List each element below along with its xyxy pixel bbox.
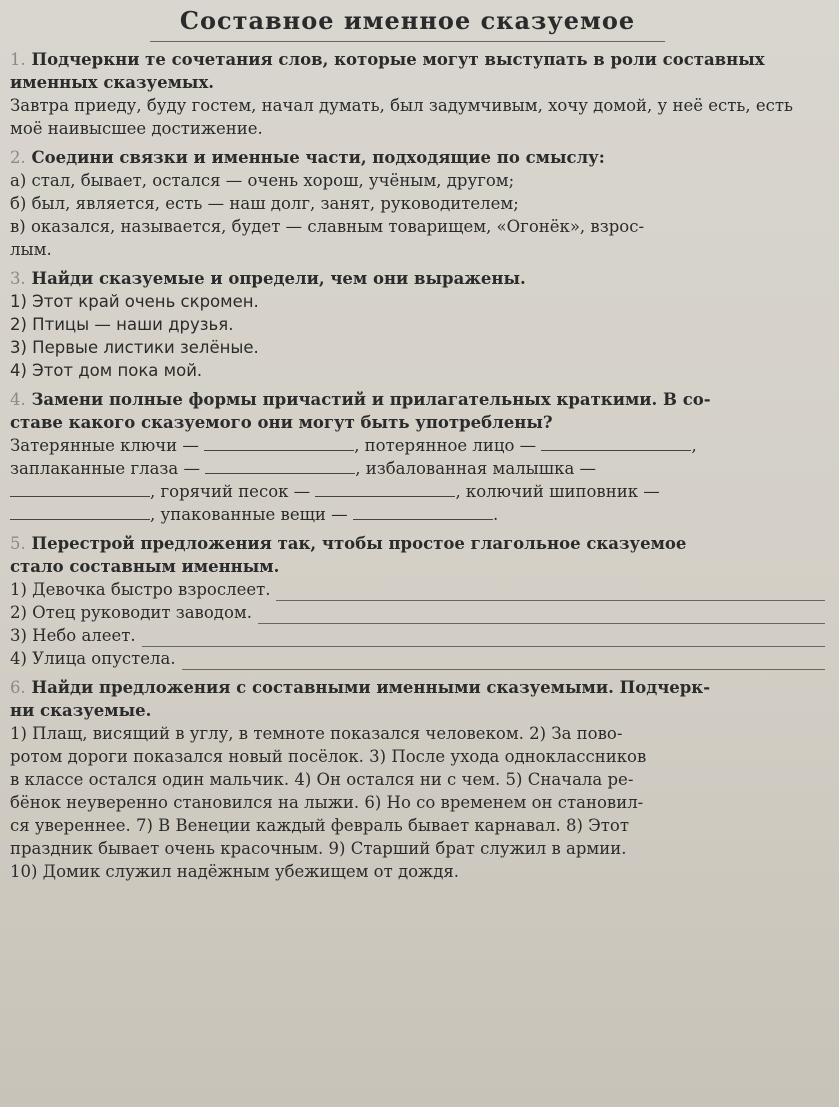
task-5-head-2: стало составным именным.	[10, 557, 280, 576]
answer-line[interactable]	[276, 584, 825, 601]
task-3-head: Найди сказуемые и определи, чем они выражены.	[31, 269, 526, 288]
task-2-head: Соедини связки и именные части, подходящие по смыслу:	[31, 148, 605, 167]
answer-line[interactable]	[182, 653, 825, 670]
task-6-number: 6.	[10, 678, 26, 697]
task-5-row	[10, 601, 825, 624]
task-5-item: 1) Девочка быстро взрослеет.	[10, 580, 271, 599]
task-6-text-line: ротом дороги показался новый посёлок. 3) После ухода одноклассников	[10, 747, 647, 766]
task-1-text: Завтра приеду, буду гостем, начал думать, был задумчивым, хочу домой, у неё есть, есть моё наивысшее достижение.	[10, 96, 793, 138]
task-6-text-line: 1) Плащ, висящий в углу, в темноте показался человеком. 2) За пово-	[10, 724, 623, 743]
task-2-line-b: б) был, является, есть — наш долг, занят, руководителем;	[10, 194, 519, 213]
task-4-phrase: , избалованная малышка —	[355, 459, 597, 478]
answer-blank[interactable]	[353, 505, 493, 520]
task-5-item: 2) Отец руководит заводом.	[10, 603, 252, 622]
task-4-phrase: Затерянные ключи —	[10, 436, 199, 455]
task-1-number: 1.	[10, 50, 26, 69]
answer-blank[interactable]	[315, 482, 455, 497]
task-3-number: 3.	[10, 269, 26, 288]
task-2-number: 2.	[10, 148, 26, 167]
task-4-phrase: , потерянное лицо —	[354, 436, 537, 455]
task-1	[10, 48, 825, 140]
answer-blank[interactable]	[205, 459, 355, 474]
page-title: Составное именное сказуемое	[150, 6, 665, 42]
task-6-text-line: праздник бывает очень красочным. 9) Старший брат служил в армии.	[10, 839, 627, 858]
answer-line[interactable]	[258, 607, 825, 624]
task-5-instruction	[10, 532, 825, 555]
task-5-item: 3) Небо алеет.	[10, 626, 136, 645]
task-4-phrase: , горячий песок —	[150, 482, 311, 501]
answer-blank[interactable]	[10, 482, 150, 497]
task-4-row-2	[10, 457, 825, 480]
task-2-line-a: а) стал, бывает, остался — очень хорош, учёным, другом;	[10, 171, 515, 190]
task-4	[10, 388, 825, 526]
answer-blank[interactable]	[10, 505, 150, 520]
task-6-text-line: ся увереннее. 7) В Венеции каждый февраль бывает карнавал. 8) Этот	[10, 816, 629, 835]
task-4-phrase: , упакованные вещи —	[150, 505, 348, 524]
task-3	[10, 267, 825, 382]
task-3-item: 1) Этот край очень скромен.	[10, 292, 259, 311]
task-4-phrase: , колючий шиповник —	[455, 482, 660, 501]
task-4-row-1: Затерянные ключи — , потерянное лицо — ,	[10, 436, 697, 455]
answer-blank[interactable]	[541, 436, 691, 451]
task-6-head-2: ни сказуемые.	[10, 701, 152, 720]
task-5	[10, 532, 825, 670]
answer-line[interactable]	[142, 630, 825, 647]
task-1-instruction	[10, 48, 825, 94]
task-6-instruction	[10, 676, 825, 699]
task-4-row-3	[10, 480, 825, 503]
task-5-row	[10, 624, 825, 647]
task-6-text-line: в классе остался один мальчик. 4) Он остался ни с чем. 5) Сначала ре-	[10, 770, 634, 789]
task-3-item: 4) Этот дом пока мой.	[10, 361, 203, 380]
task-2-instruction	[10, 146, 825, 169]
task-5-number: 5.	[10, 534, 26, 553]
task-1-head: Подчеркни те сочетания слов, которые могут выступать в роли составных именных сказуемых.	[10, 50, 765, 92]
task-6	[10, 676, 825, 883]
task-4-phrase: заплаканные глаза —	[10, 459, 200, 478]
task-2-line-c2: лым.	[10, 240, 52, 259]
task-5-row	[10, 578, 825, 601]
task-4-number: 4.	[10, 390, 26, 409]
task-4-instruction	[10, 388, 825, 411]
task-3-item: 3) Первые листики зелёные.	[10, 338, 259, 357]
answer-blank[interactable]	[204, 436, 354, 451]
task-5-head-1: Перестрой предложения так, чтобы простое глагольное сказуемое	[31, 534, 687, 553]
task-2-line-c1: в) оказался, называется, будет — славным товарищем, «Огонёк», взрос-	[10, 217, 645, 236]
task-6-text-line: бёнок неуверенно становился на лыжи. 6) Но со временем он становил-	[10, 793, 644, 812]
task-3-instruction	[10, 267, 825, 290]
task-5-item: 4) Улица опустела.	[10, 649, 176, 668]
task-4-head-1: Замени полные формы причастий и прилагательных краткими. В со-	[31, 390, 711, 409]
task-6-text-line: 10) Домик служил надёжным убежищем от дождя.	[10, 862, 460, 881]
task-4-head-2: ставе какого сказуемого они могут быть употреблены?	[10, 413, 553, 432]
task-6-head-1: Найди предложения с составными именными сказуемыми. Подчерк-	[31, 678, 711, 697]
task-2	[10, 146, 825, 261]
task-4-row-4: , упакованные вещи — .	[10, 503, 825, 526]
task-3-item: 2) Птицы — наши друзья.	[10, 315, 234, 334]
task-5-row	[10, 647, 825, 670]
